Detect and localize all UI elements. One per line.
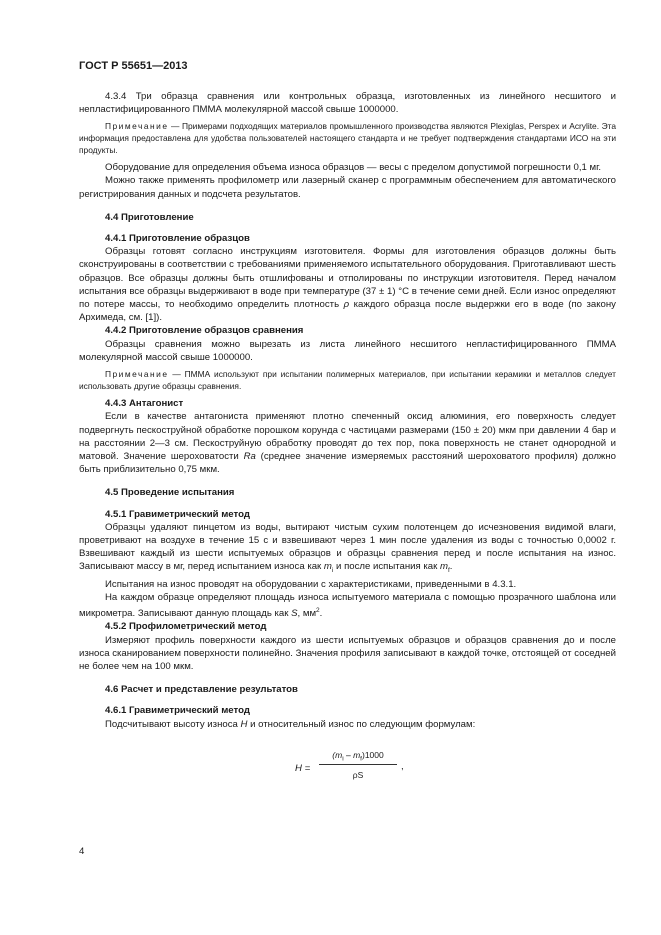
text-run: Образцы готовят согласно инструкциям изготовителя. Формы для изготовления образцов должны быть сконструированы в соответствии с требованиями применяемого испытательного оборудования. Приготавливают шесть образцов. Все образцы должны быть отшлифованы и отполированы по инструкции изготовителя. Перед началом испытания все образцы выдерживают в воде при температуре (37 ± 1) °С в течение семи дней. Если износ определяют по потере массы, то необходимо определить плотность bbox=[79, 246, 616, 311]
text-run: – m bbox=[343, 750, 361, 760]
section-4-4-2-text: Образцы сравнения можно вырезать из листа линейного несшитого непластифицированного ПММА молекулярной массой свыше 1000000. bbox=[79, 338, 616, 363]
note-2 bbox=[79, 369, 616, 392]
formula-denominator: ρS bbox=[352, 770, 364, 780]
text-run: . bbox=[449, 561, 453, 573]
section-4-5-1-paragraph-2: Испытания на износ проводят на оборудовании с характеристиками, приведенными в 4.3.1. bbox=[105, 578, 517, 590]
h-symbol: H bbox=[240, 718, 248, 730]
fraction-bar bbox=[319, 764, 397, 765]
text-run: Если в качестве антагониста применяют плотно спеченный оксид алюминия, его поверхность следует подвергнуть пескоструйной обработке порошком корунда с частицами размерами (150 ± 20) мкм при давлении 4 бар и на расстоянии 2—3 см. Пескоструйную обработку проводят до тех пор, пока поверхность не станет однородной и матовой. Значение шероховатости bbox=[79, 411, 616, 463]
section-4-4-1-title: 4.4.1 Приготовление образцов bbox=[105, 233, 250, 244]
text-run: )1000 bbox=[361, 750, 384, 760]
text-run: и относительный износ по следующим формулам: bbox=[247, 718, 476, 730]
section-4-4-3-title: 4.4.3 Антагонист bbox=[105, 398, 184, 410]
text-run: каждого образца после выдержки его в воде (по закону Архимеда, см. [1]). bbox=[79, 299, 616, 324]
section-4-5-2-text: Измеряют профиль поверхности каждого из шести испытуемых образцов и образцов сравнения до и после износа сканированием поверхности полинейно. Значения профиля записывают в каждой точке, отстоящей от соседней не более чем на 100 мкм. bbox=[79, 634, 616, 672]
formula-comma: , bbox=[401, 761, 404, 772]
section-4-4-2-title: 4.4.2 Приготовление образцов сравнения bbox=[105, 325, 304, 337]
section-4-6-1-text bbox=[79, 718, 616, 731]
section-4-5-2-title: 4.5.2 Профилометрический метод bbox=[105, 621, 267, 633]
section-4-5-1-paragraph-3 bbox=[79, 591, 616, 621]
text-run: и после испытания как bbox=[333, 561, 440, 573]
section-4-6-1-title: 4.6.1 Гравиметрический метод bbox=[105, 705, 250, 717]
note-text: — ПММА используют при испытании полимерных материалов, при испытании керамики и металлов следует использовать другие образцы сравнения. bbox=[79, 369, 616, 391]
note-1 bbox=[79, 121, 616, 156]
m-symbol: m bbox=[323, 561, 332, 573]
text-run: На каждом образце определяют площадь износа испытуемого материала с помощью прозрачного шаблона или микрометра. Записывают данную площадь как bbox=[79, 591, 616, 620]
subscript-f: f bbox=[360, 755, 362, 763]
text-run: (m bbox=[332, 750, 343, 760]
formula-lhs: H = bbox=[295, 763, 311, 774]
document-header: ГОСТ Р 55651—2013 bbox=[79, 60, 188, 72]
section-4-4-3-text bbox=[79, 410, 616, 476]
paragraph-4-3-4: 4.3.4 Три образца сравнения или контрольных образца, изготовленных из линейного несшитого и непластифицированного ПММА молекулярной массой свыше 1000000. bbox=[79, 91, 616, 116]
rho-symbol: ρ bbox=[343, 299, 350, 311]
text-run: . bbox=[319, 608, 323, 620]
section-4-6-title: 4.6 Расчет и представление результатов bbox=[105, 684, 298, 696]
equipment-paragraph-1: Оборудование для определения объема износа образцов — весы с пределом допустимой погрешности 0,1 мг. bbox=[105, 162, 602, 174]
s-symbol: S bbox=[291, 608, 298, 620]
wear-height-formula bbox=[79, 749, 616, 789]
superscript-2: 2 bbox=[316, 606, 320, 614]
m-symbol: m bbox=[439, 561, 448, 573]
page-number: 4 bbox=[79, 846, 85, 857]
section-4-5-title: 4.5 Проведение испытания bbox=[105, 487, 235, 499]
section-4-4-1-text bbox=[79, 245, 616, 324]
ra-symbol: Ra bbox=[243, 451, 256, 463]
note-label: Примечание bbox=[105, 121, 169, 132]
equipment-paragraph-2: Можно также применять профилометр или лазерный сканер с программным обеспечением для автоматического регистрирования данных и подсчета результатов. bbox=[79, 175, 616, 200]
section-4-4-title: 4.4 Приготовление bbox=[105, 211, 194, 223]
subscript-i: i bbox=[331, 567, 334, 575]
subscript-f: f bbox=[447, 567, 450, 575]
section-4-5-1-title: 4.5.1 Гравиметрический метод bbox=[105, 508, 250, 520]
text-run: , мм bbox=[297, 608, 317, 620]
section-4-5-1-text bbox=[79, 521, 616, 578]
text-run: Подсчитывают высоту износа bbox=[105, 718, 241, 730]
note-text: — Примерами подходящих материалов промышленного производства являются Plexiglas, Perspex и Acrylite. Эта информация предоставлена для удобства пользователей настоящего стандарта и не требует подтверждения стандартами ИСО на эти продукты. bbox=[79, 121, 616, 155]
document-body bbox=[79, 90, 616, 780]
text-run: (среднее значение измеряемых расстояний шероховатого профиля) должно быть приблизительно 0,75 мкм. bbox=[79, 451, 616, 476]
note-label: Примечание bbox=[105, 369, 169, 380]
text-run: Образцы удаляют пинцетом из воды, вытирают чистым сухим полотенцем до исчезновения видимой влаги, проветривают на воздухе в течение 15 с и взвешивают через 1 мин после удаления из воды с точностью 0,0002 г. Взвешивают каждый из шести испытуемых образцов и образцы сравнения перед и после испытания на износ. Записывают массу в мг, перед испытанием износа как bbox=[79, 521, 616, 573]
subscript-i: i bbox=[342, 755, 344, 763]
